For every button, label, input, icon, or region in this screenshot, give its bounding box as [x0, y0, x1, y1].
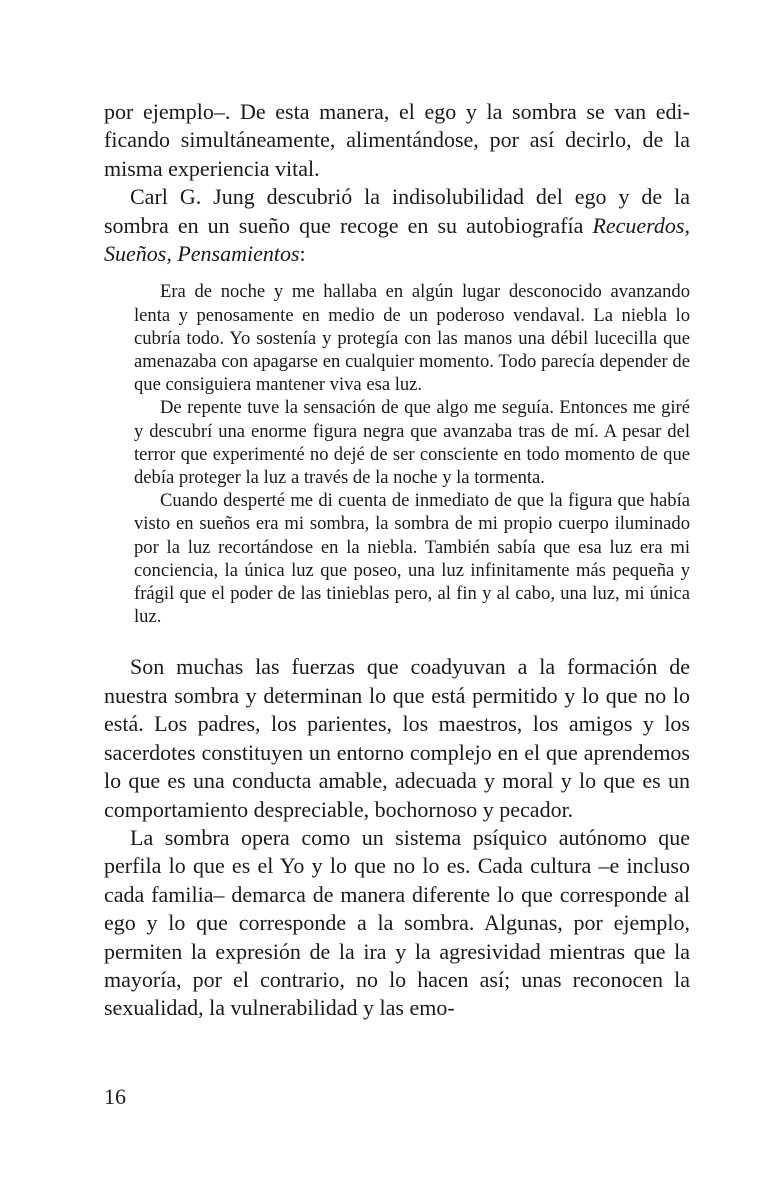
paragraph-1: por ejemplo–. De esta manera, el ego y la sombra se van edificando simultáneamente, alimentándose, por así decirlo, de la misma experiencia vital.	[104, 99, 690, 181]
page-number: 16	[104, 1084, 126, 1109]
quote-paragraph-2: De repente tuve la sensación de que algo me seguía. Entonces me giré y descubrí una enorme figura negra que avanzaba tras de mí. A pesar del terror que experimenté no dejé de ser consciente en todo momento de que debía proteger la luz a través de la noche y la tormenta.	[134, 397, 690, 489]
quote-paragraph-3: Cuando desperté me di cuenta de inmediato de que la figura que había visto en sueños era mi sombra, la sombra de mi propio cuerpo iluminado por la luz recortándose en la niebla. También sabía que esa luz era mi conciencia, la única luz que poseo, una luz infinitamente más pequeña y frágil que el poder de las tinieblas pero, al fin y al cabo, una luz, mi única luz.	[134, 490, 690, 628]
page-body	[104, 98, 690, 1023]
paragraph-4: La sombra opera como un sistema psíquico autónomo que perfila lo que es el Yo y lo que no lo es. Cada cultura –e incluso cada familia– demarca de manera diferente lo que corresponde al ego y lo que corresponde a la sombra. Algunas, por ejemplo, permiten la expresión de la ira y la agresividad mientras que la mayoría, por el contrario, no lo hacen así; unas reconocen la sexualidad, la vulnerabilidad y las emo-	[104, 824, 690, 1021]
quote-paragraph-1: Era de noche y me hallaba en algún lugar desconocido avanzando lenta y penosamente en medio de un poderoso vendaval. La niebla lo cubría todo. Yo sostenía y protegía con las manos una débil lucecilla que amenazaba con apagarse en cualquier momento. Todo parecía depender de que consiguiera mantener viva esa luz.	[134, 281, 690, 396]
paragraph-2	[104, 183, 690, 268]
paragraph-2-text: Carl G. Jung descubrió la indisolubilidad del ego y de la sombra en un sueño que recoge en su autobiografía	[104, 184, 690, 238]
paragraph-2-colon: :	[299, 241, 306, 267]
paragraph-3: Son muchas las fuerzas que coadyuvan a la formación de nuestra sombra y determinan lo que está permitido y lo que no lo está. Los padres, los parientes, los maestros, los amigos y los sacerdotes constituyen un entorno complejo en el que aprendemos lo que es una conducta amable, adecuada y moral y lo que es un comportamiento despreciable, bochornoso y pecador.	[104, 654, 690, 822]
book-title: Recuerdos, Sueños, Pensamientos	[104, 212, 690, 267]
block-quote	[134, 280, 690, 628]
